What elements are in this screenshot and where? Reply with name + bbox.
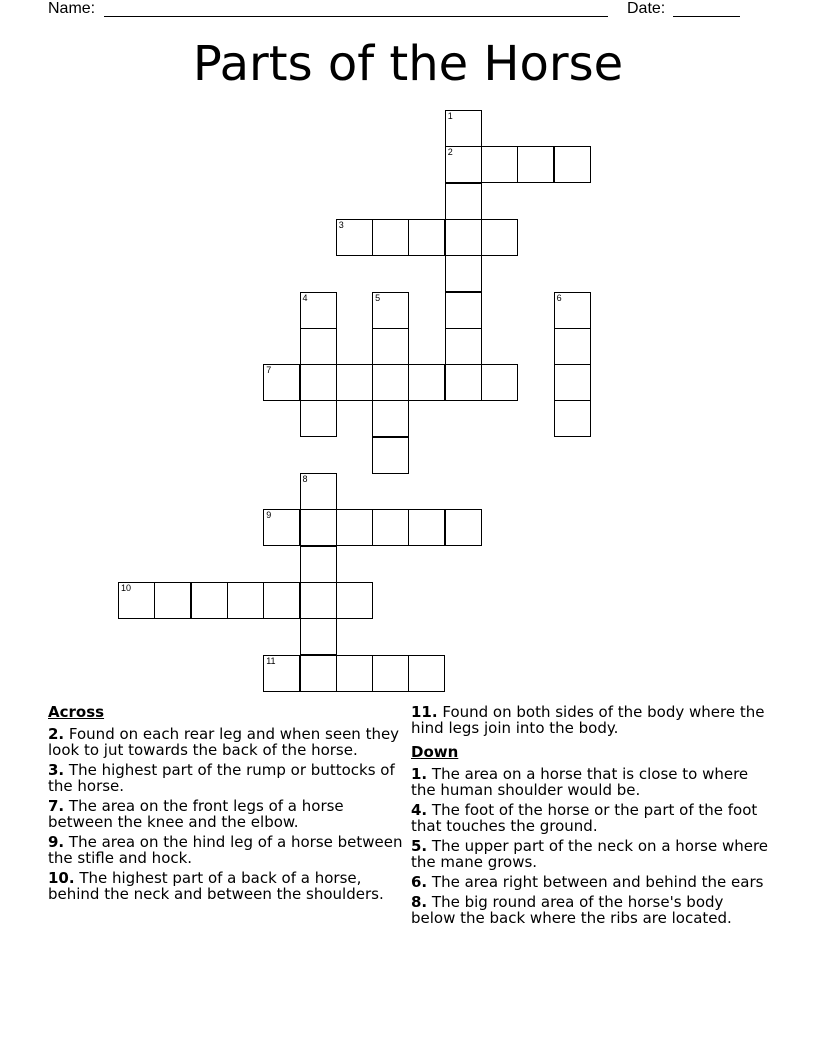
name-label: Name: xyxy=(48,0,96,17)
clue-item-number: 7. xyxy=(48,797,65,815)
clue-item xyxy=(48,726,408,758)
grid-cell[interactable] xyxy=(445,509,482,546)
grid-cell[interactable] xyxy=(554,328,591,365)
grid-cell[interactable] xyxy=(554,400,591,437)
across-clue-list-continued xyxy=(411,704,771,736)
clue-item-text: The area right between and behind the ears xyxy=(427,873,764,891)
clue-item-number: 2. xyxy=(48,725,65,743)
clue-item-text: The area on the front legs of a horse between the knee and the elbow. xyxy=(48,797,344,831)
clue-number: 1 xyxy=(447,111,453,121)
grid-cell[interactable] xyxy=(336,219,373,256)
grid-cell[interactable] xyxy=(408,509,445,546)
grid-cell[interactable] xyxy=(372,292,409,329)
clue-item-number: 3. xyxy=(48,761,65,779)
clue-item-number: 1. xyxy=(411,765,428,783)
grid-cell[interactable] xyxy=(263,582,300,619)
clues-right-column xyxy=(411,704,771,930)
grid-cell[interactable] xyxy=(445,146,482,183)
clue-item-text: The area on the hind leg of a horse between the stifle and hock. xyxy=(48,833,403,867)
clue-item-number: 8. xyxy=(411,893,428,911)
grid-cell[interactable] xyxy=(300,400,337,437)
clue-number: 6 xyxy=(556,292,562,303)
clue-item-number: 5. xyxy=(411,837,428,855)
grid-cell[interactable] xyxy=(336,364,373,401)
clue-item-text: Found on both sides of the body where the hind legs join into the body. xyxy=(411,703,765,737)
grid-cell[interactable] xyxy=(554,146,591,183)
grid-cell[interactable] xyxy=(372,364,409,401)
clue-item-number: 9. xyxy=(48,833,65,851)
grid-cell[interactable] xyxy=(445,292,482,329)
clue-item-text: Found on each rear leg and when seen they look to jut towards the back of the horse. xyxy=(48,725,400,759)
grid-cell[interactable] xyxy=(336,582,373,619)
grid-cell[interactable] xyxy=(300,618,337,655)
clue-item xyxy=(48,798,408,830)
grid-cell[interactable] xyxy=(372,219,409,256)
clue-number: 10 xyxy=(121,582,132,593)
grid-cell[interactable] xyxy=(336,509,373,546)
grid-cell[interactable] xyxy=(372,437,409,474)
clue-item xyxy=(48,762,408,794)
clue-number: 3 xyxy=(338,219,344,230)
clue-number: 5 xyxy=(375,292,381,303)
grid-cell[interactable] xyxy=(263,655,300,692)
clue-number: 11 xyxy=(266,655,276,666)
clue-item-text: The highest part of the rump or buttocks of the horse. xyxy=(48,761,395,795)
grid-cell[interactable] xyxy=(445,219,482,256)
down-clue-list xyxy=(411,766,771,926)
grid-cell[interactable] xyxy=(336,655,373,692)
grid-cell[interactable] xyxy=(300,509,337,546)
page-title: Parts of the Horse xyxy=(192,36,624,92)
grid-cell[interactable] xyxy=(300,655,337,692)
clue-item xyxy=(411,704,771,736)
clue-item-number: 11. xyxy=(411,703,438,721)
date-label: Date: xyxy=(627,0,666,17)
clue-item-text: The big round area of the horse's body below the back where the ribs are located. xyxy=(411,893,732,927)
clue-item xyxy=(411,802,771,834)
grid-cell[interactable] xyxy=(154,582,191,619)
clue-number: 8 xyxy=(302,474,308,484)
grid-cell[interactable] xyxy=(263,364,300,401)
grid-cell[interactable] xyxy=(445,364,482,401)
clue-item-number: 4. xyxy=(411,801,428,819)
grid-cell[interactable] xyxy=(372,509,409,546)
grid-cell[interactable] xyxy=(372,655,409,692)
across-heading: Across xyxy=(48,703,105,721)
clue-item-text: The foot of the horse or the part of the foot that touches the ground. xyxy=(411,801,758,835)
clue-item-number: 10. xyxy=(48,869,75,887)
grid-cell[interactable] xyxy=(300,546,337,583)
clue-number: 7 xyxy=(266,365,272,376)
grid-cell[interactable] xyxy=(481,219,518,256)
grid-cell[interactable] xyxy=(372,400,409,437)
grid-cell[interactable] xyxy=(408,364,445,401)
clue-item xyxy=(48,870,408,902)
grid-cell[interactable] xyxy=(227,582,264,619)
grid-cell[interactable] xyxy=(300,292,337,329)
grid-cell[interactable] xyxy=(408,655,445,692)
clue-item-text: The area on a horse that is close to where the human shoulder would be. xyxy=(411,765,749,799)
grid-cell[interactable] xyxy=(300,364,337,401)
grid-cell[interactable] xyxy=(445,255,482,292)
across-clue-list xyxy=(48,726,408,902)
grid-cell[interactable] xyxy=(445,183,482,220)
clue-number: 2 xyxy=(447,147,453,158)
grid-cell[interactable] xyxy=(445,328,482,365)
clue-item-text: The upper part of the neck on a horse where the mane grows. xyxy=(411,837,769,871)
clue-number: 4 xyxy=(302,292,308,303)
clue-item xyxy=(411,838,771,870)
grid-cell[interactable] xyxy=(517,146,554,183)
clue-item-number: 6. xyxy=(411,873,428,891)
clue-item xyxy=(411,766,771,798)
grid-cell[interactable] xyxy=(118,582,155,619)
grid-cell[interactable] xyxy=(554,292,591,329)
grid-cell[interactable] xyxy=(554,364,591,401)
clue-item xyxy=(411,874,771,890)
grid-cell[interactable] xyxy=(372,328,409,365)
grid-cell[interactable] xyxy=(300,473,337,510)
clues-left-column xyxy=(48,704,408,906)
clue-item xyxy=(411,894,771,926)
grid-cell[interactable] xyxy=(191,582,228,619)
clue-item xyxy=(48,834,408,866)
grid-cell[interactable] xyxy=(263,509,300,546)
clue-item-text: The highest part of a back of a horse, behind the neck and between the shoulders. xyxy=(48,869,384,903)
grid-cell[interactable] xyxy=(445,110,482,147)
grid-cell[interactable] xyxy=(481,146,518,183)
grid-cell[interactable] xyxy=(408,219,445,256)
down-heading: Down xyxy=(411,743,459,761)
grid-cell[interactable] xyxy=(300,582,337,619)
grid-cell[interactable] xyxy=(300,328,337,365)
grid-cell[interactable] xyxy=(481,364,518,401)
clue-number: 9 xyxy=(266,510,272,521)
